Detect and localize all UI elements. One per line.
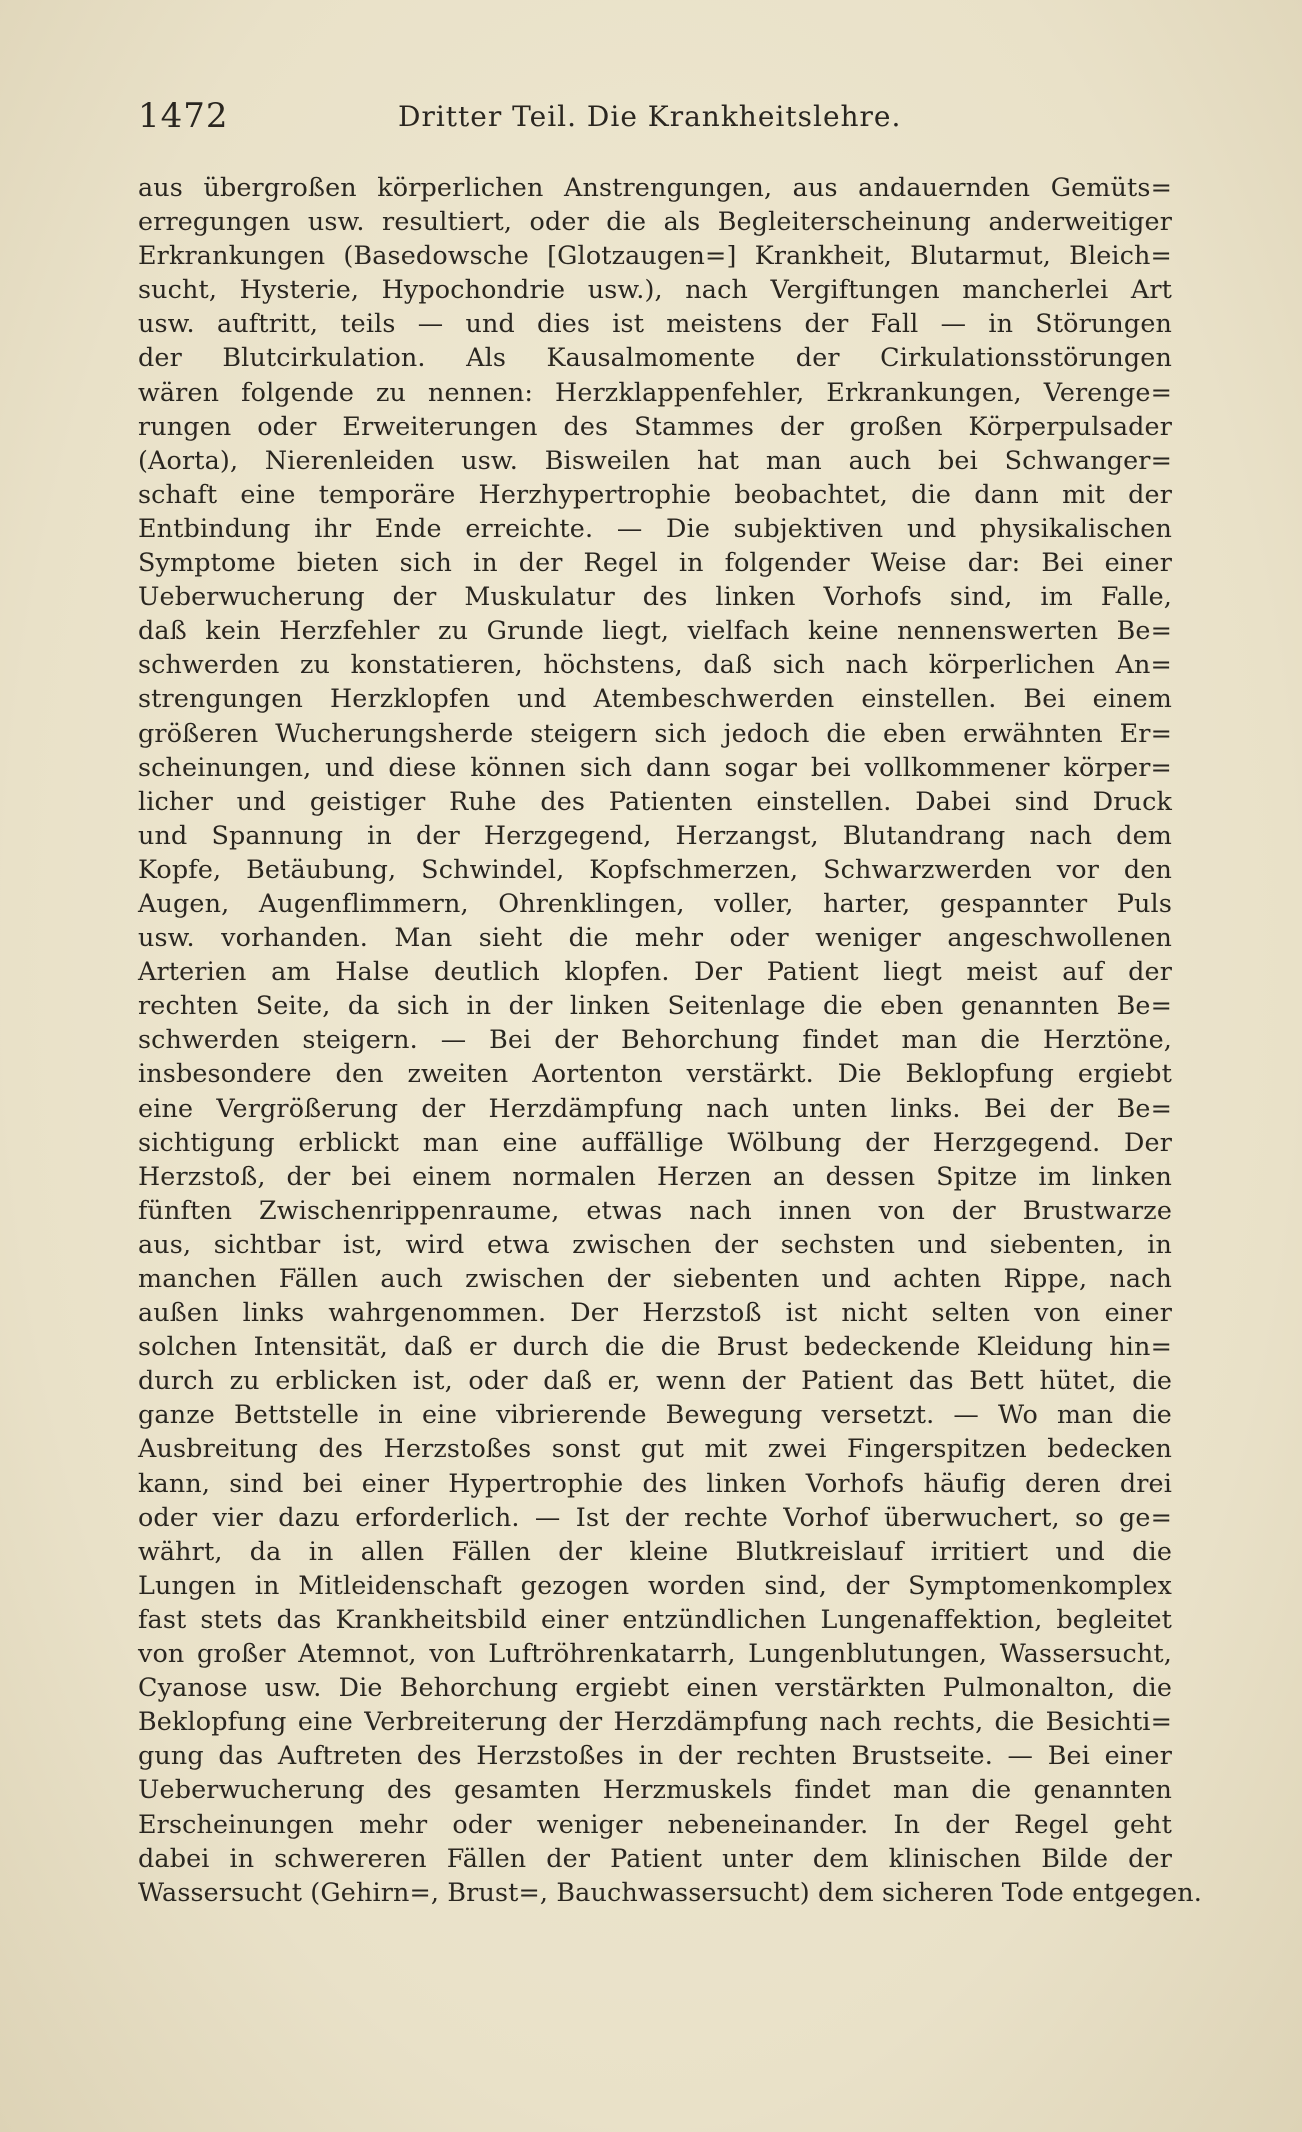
text-line: manchen Fällen auch zwischen der siebenten und achten Rippe, nach [138,1263,1172,1293]
text-line: Cyanose usw. Die Behorchung ergiebt einen verstärkten Pulmonalton, die [138,1672,1172,1703]
text-line: sucht, Hysterie, Hypochondrie usw.), nach Vergiftungen mancherlei Art [138,274,1172,305]
text-line: solchen Intensität, daß er durch die die Brust bedeckende Kleidung hin= [138,1331,1172,1362]
text-line: Erscheinungen mehr oder weniger nebeneinander. In der Regel geht [138,1808,1172,1839]
body-text [138,170,1203,1909]
text-line: fast stets das Krankheitsbild einer entzündlichen Lungenaffektion, begleitet [138,1603,1172,1634]
text-line: Arterien am Halse deutlich klopfen. Der Patient liegt meist auf der [138,956,1172,987]
text-line: kann, sind bei einer Hypertrophie des linken Vorhofs häufig deren drei [138,1467,1172,1498]
text-line: Augen, Augenflimmern, Ohrenklingen, voller, harter, gespannter Puls [138,887,1172,918]
text-line: usw. vorhanden. Man sieht die mehr oder weniger angeschwollenen [138,922,1172,953]
text-line: Lungen in Mitleidenschaft gezogen worden sind, der Symptomenkomplex [138,1569,1172,1600]
text-line: durch zu erblicken ist, oder daß er, wenn der Patient das Bett hütet, die [138,1365,1172,1396]
text-line: rechten Seite, da sich in der linken Seitenlage die eben genannten Be= [138,990,1172,1021]
text-line: Entbindung ihr Ende erreichte. — Die subjektiven und physikalischen [138,512,1172,543]
text-line: und Spannung in der Herzgegend, Herzangst, Blutandrang nach dem [138,819,1172,850]
running-head: Dritter Teil. Die Krankheitslehre. [398,100,902,133]
page-header [138,96,1178,146]
text-line: von großer Atemnot, von Luftröhrenkatarrh, Lungenblutungen, Wassersucht, [138,1638,1172,1669]
text-line: ganze Bettstelle in eine vibrierende Bewegung versetzt. — Wo man die [138,1399,1172,1430]
text-line: erregungen usw. resultiert, oder die als Begleiterscheinung anderweitiger [138,206,1172,237]
text-line: Beklopfung eine Verbreiterung der Herzdämpfung nach rechts, die Besichti= [138,1706,1172,1737]
text-line: außen links wahrgenommen. Der Herzstoß ist nicht selten von einer [138,1297,1172,1328]
text-line: gung das Auftreten des Herzstoßes in der rechten Brustseite. — Bei einer [138,1740,1172,1771]
text-line: oder vier dazu erforderlich. — Ist der rechte Vorhof überwuchert, so ge= [138,1501,1172,1532]
text-line: schwerden steigern. — Bei der Behorchung findet man die Herztöne, [138,1024,1172,1055]
text-line: aus, sichtbar ist, wird etwa zwischen der sechsten und siebenten, in [138,1228,1172,1259]
text-line: Ueberwucherung der Muskulatur des linken Vorhofs sind, im Falle, [138,581,1172,612]
text-line: strengungen Herzklopfen und Atembeschwerden einstellen. Bei einem [138,683,1172,714]
text-line: Herzstoß, der bei einem normalen Herzen an dessen Spitze im linken [138,1160,1172,1191]
text-line: schwerden zu konstatieren, höchstens, daß sich nach körperlichen An= [138,649,1172,680]
text-line: Ausbreitung des Herzstoßes sonst gut mit zwei Fingerspitzen bedecken [138,1433,1172,1464]
text-line: daß kein Herzfehler zu Grunde liegt, vielfach keine nennenswerten Be= [138,615,1172,646]
text-line: Erkrankungen (Basedowsche [Glotzaugen=] Krankheit, Blutarmut, Bleich= [138,240,1172,271]
text-line: größeren Wucherungsherde steigern sich jedoch die eben erwähnten Er= [138,717,1172,748]
text-line: Kopfe, Betäubung, Schwindel, Kopfschmerzen, Schwarzwerden vor den [138,853,1172,884]
text-line: fünften Zwischenrippenraume, etwas nach innen von der Brustwarze [138,1194,1172,1225]
text-line: der Blutcirkulation. Als Kausalmomente der Cirkulationsstörungen [138,342,1172,373]
text-line: sichtigung erblickt man eine auffällige Wölbung der Herzgegend. Der [138,1126,1172,1157]
text-line: dabei in schwereren Fällen der Patient unter dem klinischen Bilde der [138,1842,1172,1873]
text-line: währt, da in allen Fällen der kleine Blutkreislauf irritiert und die [138,1535,1172,1566]
text-line: Ueberwucherung des gesamten Herzmuskels findet man die genannten [138,1774,1172,1805]
text-line: (Aorta), Nierenleiden usw. Bisweilen hat man auch bei Schwanger= [138,444,1172,475]
text-line: Wassersucht (Gehirn=, Brust=, Bauchwassersucht) dem sicheren Tode entgegen. [138,1876,1203,1907]
text-line: schaft eine temporäre Herzhypertrophie beobachtet, die dann mit der [138,478,1172,509]
page-number: 1472 [138,96,229,136]
text-line: licher und geistiger Ruhe des Patienten einstellen. Dabei sind Druck [138,785,1172,816]
text-line: aus übergroßen körperlichen Anstrengungen, aus andauernden Gemüts= [138,172,1172,202]
text-line: Symptome bieten sich in der Regel in folgender Weise dar: Bei einer [138,547,1172,578]
text-line: eine Vergrößerung der Herzdämpfung nach unten links. Bei der Be= [138,1092,1172,1123]
text-line: insbesondere den zweiten Aortenton verstärkt. Die Beklopfung ergiebt [138,1058,1172,1089]
text-line: usw. auftritt, teils — und dies ist meistens der Fall — in Störungen [138,308,1172,339]
text-line: scheinungen, und diese können sich dann sogar bei vollkommener körper= [138,751,1172,782]
text-line: wären folgende zu nennen: Herzklappenfehler, Erkrankungen, Verenge= [138,376,1172,407]
text-line: rungen oder Erweiterungen des Stammes der großen Körperpulsader [138,410,1172,441]
